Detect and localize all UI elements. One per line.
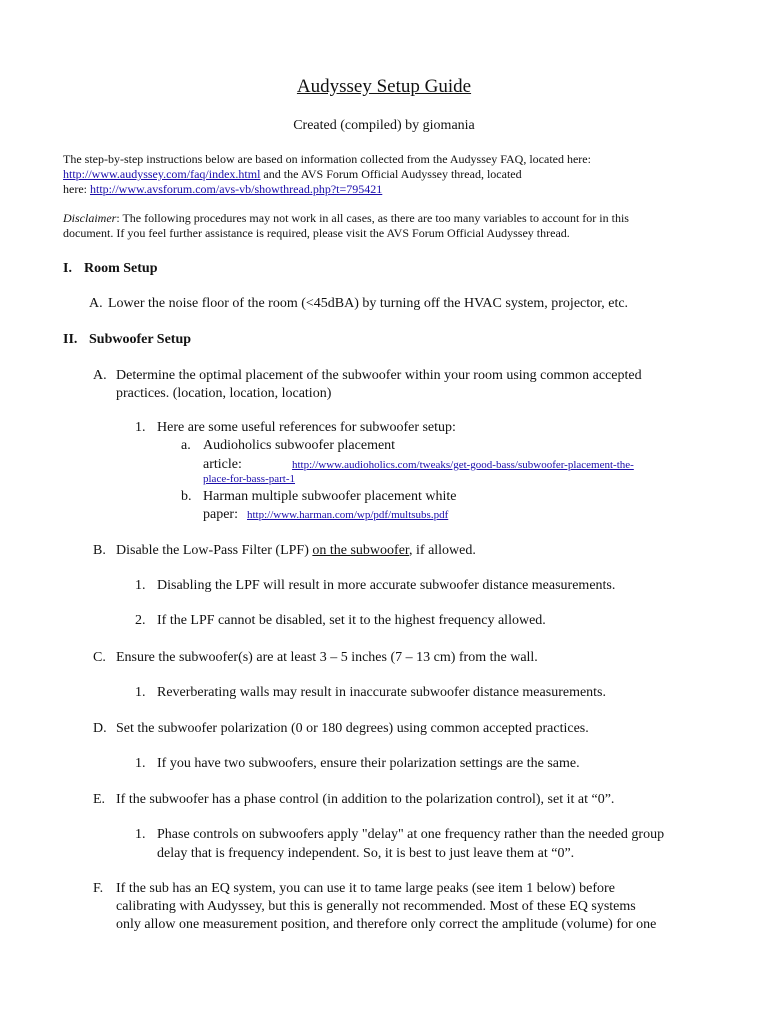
sub-b2-text: If the LPF cannot be disabled, set it to the highest frequency allowed. xyxy=(157,613,546,628)
page-subtitle: Created (compiled) by giomania xyxy=(293,118,475,133)
sub-e-text: If the subwoofer has a phase control (in addition to the polarization control), set it at “0”. xyxy=(116,792,615,807)
harman-link[interactable]: http://www.harman.com/wp/pdf/multsubs.pdf xyxy=(247,509,449,521)
sub-f-label: F. xyxy=(93,881,104,896)
sub-b-underlined: on the subwoofer xyxy=(312,543,410,558)
intro-line-2 xyxy=(63,167,522,182)
audioholics-link-part-2[interactable]: place-for-bass-part-1 xyxy=(203,473,296,485)
sub-b-text-post: , if allowed. xyxy=(409,543,476,558)
intro-line-2-rest: and the AVS Forum Official Audyssey thread, located xyxy=(260,167,522,181)
sub-c1-text: Reverberating walls may result in inaccurate subwoofer distance measurements. xyxy=(157,685,607,700)
sub-a1-text: Here are some useful references for subwoofer setup: xyxy=(157,420,456,435)
sub-b-text xyxy=(116,542,476,560)
sub-c-label: C. xyxy=(93,650,106,665)
sub-a1b-line-1: Harman multiple subwoofer placement white xyxy=(203,489,457,504)
sub-f-line-1: If the sub has an EQ system, you can use it to tame large peaks (see item 1 below) before xyxy=(116,881,615,896)
sub-f-line-3: only allow one measurement position, and therefore only correct the amplitude (volume) for one xyxy=(116,917,657,932)
room-a-label: A. xyxy=(89,296,103,311)
intro-line-1: The step-by-step instructions below are based on information collected from the Audyssey FAQ, located here: xyxy=(63,152,591,166)
sub-a1a-line-1: Audioholics subwoofer placement xyxy=(203,438,396,453)
sub-e1-label: 1. xyxy=(135,827,146,842)
sub-e-label: E. xyxy=(93,792,106,807)
sub-c1-label: 1. xyxy=(135,685,146,700)
sub-a1a-article-label: article: xyxy=(203,457,242,472)
sub-f-line-2: calibrating with Audyssey, but this is generally not recommended. Most of these EQ systems xyxy=(116,899,636,914)
disclaimer-line-2: document. If you feel further assistance is required, please visit the AVS Forum Official Audyssey thread. xyxy=(63,226,570,240)
sub-a1-label: 1. xyxy=(135,420,146,435)
avs-forum-link[interactable]: http://www.avsforum.com/avs-vb/showthread.php?t=795421 xyxy=(89,182,383,196)
sub-b-label: B. xyxy=(93,543,106,558)
sub-e1-line-2: delay that is frequency independent. So, it is best to just leave them at “0”. xyxy=(157,846,575,861)
audyssey-faq-link[interactable]: http://www.audyssey.com/faq/index.html xyxy=(63,167,261,181)
sub-d1-label: 1. xyxy=(135,756,146,771)
sub-a1b-paper-label: paper: xyxy=(203,507,238,522)
sub-e1-line-1: Phase controls on subwoofers apply "delay" at one frequency rather than the needed group xyxy=(157,827,665,842)
sub-d-label: D. xyxy=(93,721,107,736)
sub-a-label: A. xyxy=(93,368,107,383)
page-title: Audyssey Setup Guide xyxy=(296,76,472,97)
disclaimer-text-1: : The following procedures may not work in all cases, as there are too many variables to account for in this xyxy=(116,211,629,225)
section-2-number: II. xyxy=(63,332,78,347)
intro-here-label: here: xyxy=(63,182,90,196)
sub-a1a-label: a. xyxy=(181,438,191,453)
disclaimer-line-1 xyxy=(63,211,629,226)
intro-line-3 xyxy=(63,182,382,197)
sub-a-line-1: Determine the optimal placement of the subwoofer within your room using common accepted xyxy=(116,368,642,383)
section-1-number: I. xyxy=(63,261,72,276)
sub-b2-label: 2. xyxy=(135,613,146,628)
sub-a-line-2: practices. (location, location, location) xyxy=(116,386,332,401)
sub-b1-label: 1. xyxy=(135,578,146,593)
sub-b1-text: Disabling the LPF will result in more accurate subwoofer distance measurements. xyxy=(157,578,616,593)
sub-c-text: Ensure the subwoofer(s) are at least 3 – 5 inches (7 – 13 cm) from the wall. xyxy=(116,650,538,665)
section-1-heading: Room Setup xyxy=(84,261,158,276)
room-a-text: Lower the noise floor of the room (<45dBA) by turning off the HVAC system, projector, etc. xyxy=(108,296,629,311)
disclaimer-label: Disclaimer xyxy=(63,211,117,225)
sub-d-text: Set the subwoofer polarization (0 or 180 degrees) using common accepted practices. xyxy=(116,721,589,736)
audioholics-link-part-1[interactable]: http://www.audioholics.com/tweaks/get-good-bass/subwoofer-placement-the- xyxy=(292,459,634,471)
sub-a1b-label: b. xyxy=(181,489,192,504)
sub-d1-text: If you have two subwoofers, ensure their polarization settings are the same. xyxy=(157,756,580,771)
section-2-heading: Subwoofer Setup xyxy=(89,332,192,347)
sub-b-text-pre: Disable the Low-Pass Filter (LPF) xyxy=(116,543,313,558)
